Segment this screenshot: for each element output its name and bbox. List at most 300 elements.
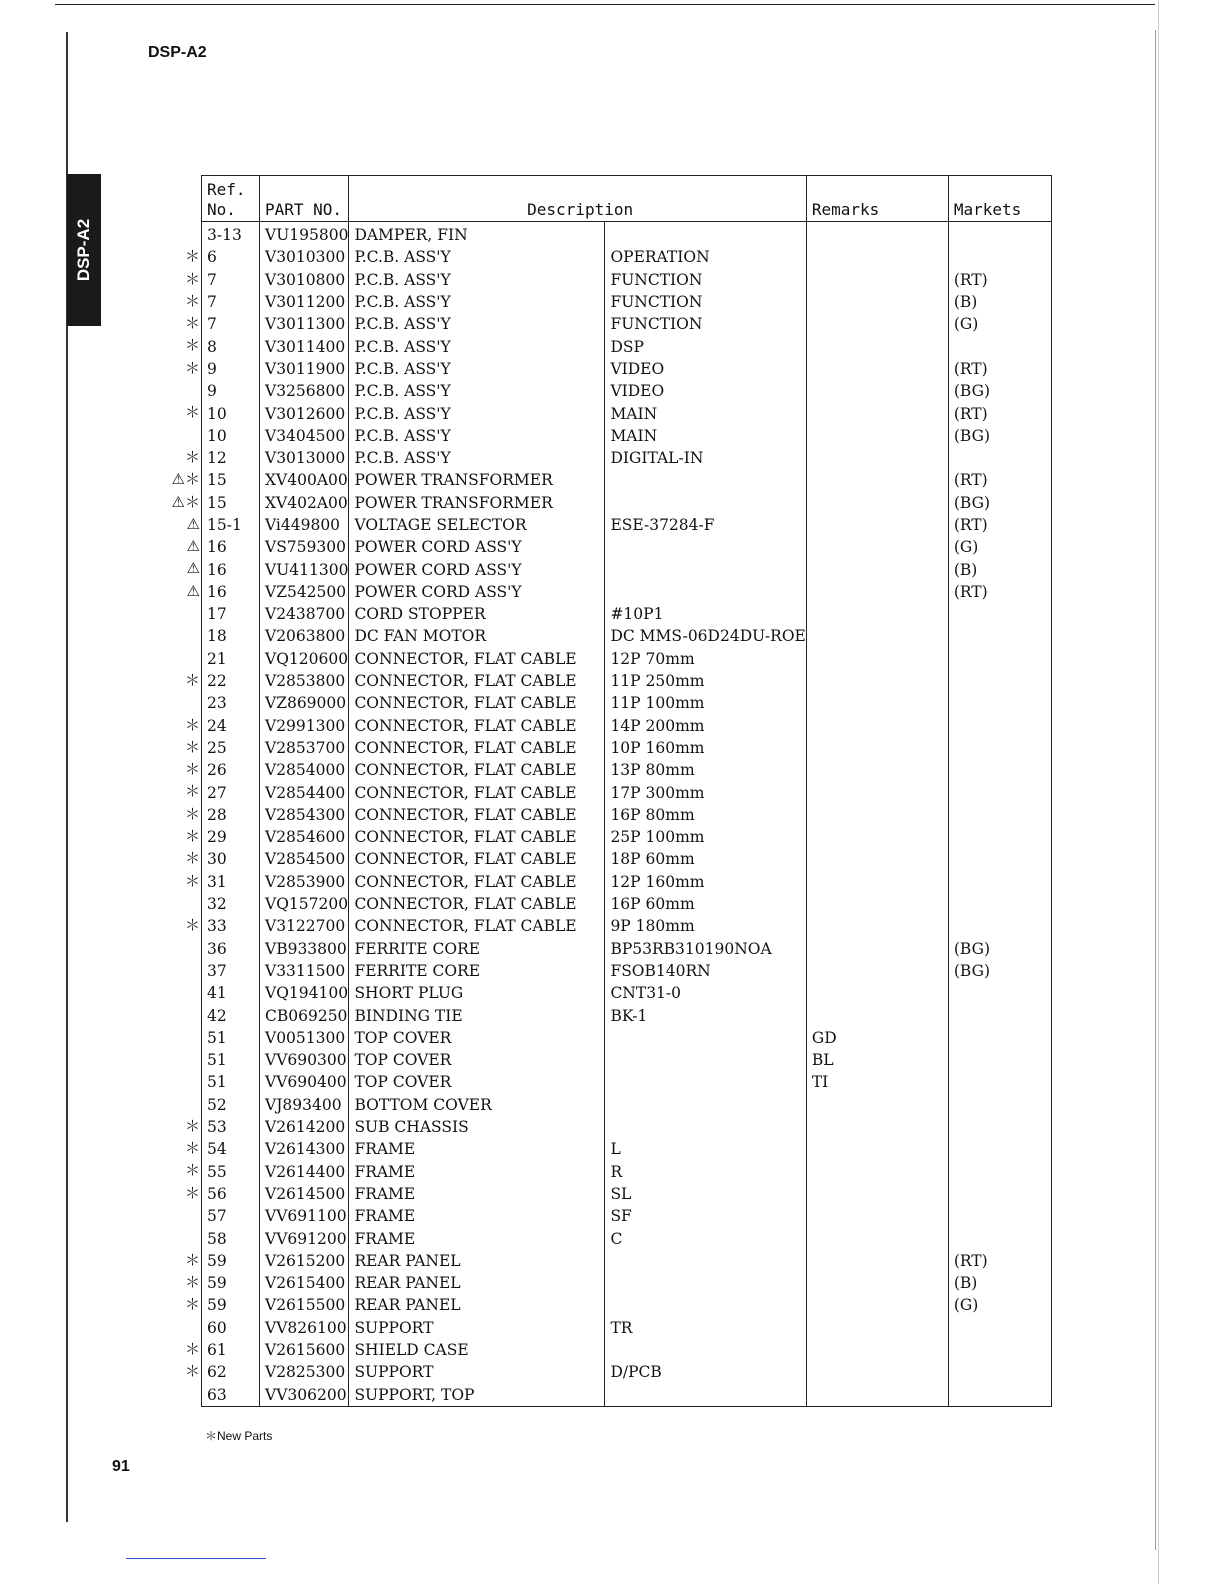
part-no-cell: V3011200 bbox=[260, 291, 349, 313]
markets-cell bbox=[948, 625, 1051, 647]
ref-no-cell: 21 bbox=[207, 649, 227, 668]
description-detail-cell bbox=[605, 1071, 806, 1093]
table-row bbox=[202, 269, 1052, 291]
row-mark: ＊ bbox=[184, 1339, 200, 1358]
table-row bbox=[202, 447, 1052, 469]
row-mark: ＊ bbox=[184, 269, 200, 288]
remarks-cell bbox=[806, 848, 948, 870]
header-remarks: Remarks bbox=[806, 176, 948, 222]
ref-no-cell: 51 bbox=[207, 1073, 227, 1092]
table-row bbox=[202, 581, 1052, 603]
part-no-cell: Vi449800 bbox=[260, 514, 349, 536]
row-mark bbox=[160, 1070, 200, 1092]
ref-no-cell: 15-1 bbox=[207, 516, 242, 534]
table-row bbox=[202, 625, 1052, 647]
right-margin-rule bbox=[1155, 30, 1156, 1550]
description-cell: POWER CORD ASS'Y bbox=[349, 558, 605, 580]
remarks-cell bbox=[806, 960, 948, 982]
part-no-cell: VV690400 bbox=[260, 1071, 349, 1093]
markets-cell bbox=[948, 982, 1051, 1004]
description-cell: P.C.B. ASS'Y bbox=[349, 246, 605, 268]
description-detail-cell bbox=[605, 1027, 806, 1049]
description-detail-cell: FSOB140RN bbox=[605, 960, 806, 982]
header-markets: Markets bbox=[948, 176, 1051, 222]
remarks-cell bbox=[806, 269, 948, 291]
ref-no-cell: 25 bbox=[207, 738, 227, 757]
table-row bbox=[202, 670, 1052, 692]
description-cell: BOTTOM COVER bbox=[349, 1094, 605, 1116]
remarks-cell bbox=[806, 1183, 948, 1205]
markets-cell bbox=[948, 1094, 1051, 1116]
markets-cell bbox=[948, 1383, 1051, 1406]
ref-no-cell: 29 bbox=[207, 828, 227, 847]
remarks-cell bbox=[806, 1361, 948, 1383]
table-row bbox=[202, 1138, 1052, 1160]
description-detail-cell bbox=[605, 536, 806, 558]
description-cell: CONNECTOR, FLAT CABLE bbox=[349, 648, 605, 670]
markets-cell: (BG) bbox=[948, 960, 1051, 982]
description-cell: CONNECTOR, FLAT CABLE bbox=[349, 692, 605, 714]
row-mark: ＊ bbox=[184, 314, 200, 333]
remarks-cell bbox=[806, 1383, 948, 1406]
description-detail-cell: 18P 60mm bbox=[605, 848, 806, 870]
ref-no-cell: 51 bbox=[207, 1051, 227, 1070]
remarks-cell bbox=[806, 1272, 948, 1294]
description-detail-cell: FUNCTION bbox=[605, 313, 806, 335]
ref-no-cell: 56 bbox=[207, 1184, 227, 1203]
description-cell: DC FAN MOTOR bbox=[349, 625, 605, 647]
part-no-cell: V2854500 bbox=[260, 848, 349, 870]
part-no-cell: V3011900 bbox=[260, 358, 349, 380]
part-no-cell: V3311500 bbox=[260, 960, 349, 982]
row-mark: ＊ bbox=[184, 715, 200, 734]
remarks-cell bbox=[806, 804, 948, 826]
row-mark: ⚠ bbox=[186, 537, 200, 556]
part-no-cell: V2991300 bbox=[260, 715, 349, 737]
markets-cell: (G) bbox=[948, 1294, 1051, 1316]
row-mark: ⚠＊ bbox=[171, 492, 200, 511]
remarks-cell bbox=[806, 781, 948, 803]
ref-no-cell: 18 bbox=[207, 627, 227, 646]
description-cell: POWER TRANSFORMER bbox=[349, 469, 605, 491]
ref-no-cell: 16 bbox=[207, 538, 227, 557]
markets-cell bbox=[948, 692, 1051, 714]
table-header-row bbox=[202, 176, 1052, 222]
markets-cell bbox=[948, 1004, 1051, 1026]
row-mark bbox=[160, 602, 200, 624]
markets-cell: (B) bbox=[948, 558, 1051, 580]
markets-cell bbox=[948, 1361, 1051, 1383]
table-row bbox=[202, 1004, 1052, 1026]
markets-cell bbox=[948, 804, 1051, 826]
description-cell: TOP COVER bbox=[349, 1027, 605, 1049]
ref-no-cell: 15 bbox=[207, 471, 227, 490]
description-cell: CONNECTOR, FLAT CABLE bbox=[349, 915, 605, 937]
table-row bbox=[202, 402, 1052, 424]
ref-no-cell: 16 bbox=[207, 560, 227, 579]
markets-cell: (RT) bbox=[948, 402, 1051, 424]
table-row bbox=[202, 1027, 1052, 1049]
part-no-cell: V2615500 bbox=[260, 1294, 349, 1316]
description-detail-cell: DC MMS-06D24DU-ROE bbox=[605, 625, 806, 647]
row-mark: ＊ bbox=[184, 291, 200, 310]
description-cell: REAR PANEL bbox=[349, 1272, 605, 1294]
description-cell: P.C.B. ASS'Y bbox=[349, 313, 605, 335]
ref-no-cell: 57 bbox=[207, 1207, 227, 1226]
part-no-cell: VJ893400 bbox=[260, 1094, 349, 1116]
markets-cell: (RT) bbox=[948, 1250, 1051, 1272]
description-cell: P.C.B. ASS'Y bbox=[349, 425, 605, 447]
row-mark: ＊ bbox=[184, 1362, 200, 1381]
ref-no-cell: 54 bbox=[207, 1140, 227, 1159]
description-detail-cell bbox=[605, 1383, 806, 1406]
remarks-cell: TI bbox=[806, 1071, 948, 1093]
description-detail-cell: 16P 60mm bbox=[605, 893, 806, 915]
part-no-cell: V3256800 bbox=[260, 380, 349, 402]
markets-cell bbox=[948, 915, 1051, 937]
table-row bbox=[202, 469, 1052, 491]
row-mark: ＊ bbox=[184, 827, 200, 846]
row-mark bbox=[160, 892, 200, 914]
remarks-cell bbox=[806, 826, 948, 848]
remarks-cell bbox=[806, 246, 948, 268]
remarks-cell bbox=[806, 1094, 948, 1116]
row-mark: ⚠＊ bbox=[171, 470, 200, 489]
table-row bbox=[202, 514, 1052, 536]
table-row bbox=[202, 222, 1052, 247]
ref-no-cell: 6 bbox=[207, 248, 217, 267]
part-no-cell: V3011300 bbox=[260, 313, 349, 335]
row-mark: ＊ bbox=[184, 1272, 200, 1291]
description-cell: CONNECTOR, FLAT CABLE bbox=[349, 759, 605, 781]
remarks-cell bbox=[806, 982, 948, 1004]
ref-no-cell: 59 bbox=[207, 1251, 227, 1270]
description-cell: CORD STOPPER bbox=[349, 603, 605, 625]
row-mark: ＊ bbox=[184, 871, 200, 890]
ref-no-cell: 7 bbox=[207, 315, 217, 334]
description-detail-cell: BP53RB310190NOA bbox=[605, 938, 806, 960]
part-no-cell: VQ157200 bbox=[260, 893, 349, 915]
row-mark bbox=[160, 1382, 200, 1404]
ref-no-cell: 22 bbox=[207, 672, 227, 691]
side-tab bbox=[67, 174, 101, 326]
markets-cell bbox=[948, 871, 1051, 893]
ref-no-cell: 10 bbox=[207, 426, 227, 445]
ref-no-cell: 24 bbox=[207, 716, 227, 735]
part-no-cell: V3012600 bbox=[260, 402, 349, 424]
row-mark: ＊ bbox=[184, 782, 200, 801]
description-detail-cell: C bbox=[605, 1227, 806, 1249]
description-detail-cell: 12P 70mm bbox=[605, 648, 806, 670]
remarks-cell bbox=[806, 871, 948, 893]
ref-no-cell: 7 bbox=[207, 270, 217, 289]
remarks-cell bbox=[806, 402, 948, 424]
description-detail-cell: 12P 160mm bbox=[605, 871, 806, 893]
description-detail-cell bbox=[605, 1094, 806, 1116]
remarks-cell bbox=[806, 222, 948, 247]
ref-no-cell: 33 bbox=[207, 917, 227, 936]
bottom-link-rule bbox=[126, 1558, 266, 1559]
table-row bbox=[202, 938, 1052, 960]
table-row bbox=[202, 1094, 1052, 1116]
ref-no-cell: 51 bbox=[207, 1028, 227, 1047]
table-row bbox=[202, 781, 1052, 803]
table-row bbox=[202, 1205, 1052, 1227]
ref-no-cell: 62 bbox=[207, 1363, 227, 1382]
ref-no-cell: 8 bbox=[207, 337, 217, 356]
part-no-cell: V3404500 bbox=[260, 425, 349, 447]
description-cell: FRAME bbox=[349, 1227, 605, 1249]
part-no-cell: V2438700 bbox=[260, 603, 349, 625]
part-no-cell: V2853900 bbox=[260, 871, 349, 893]
ref-no-cell: 26 bbox=[207, 761, 227, 780]
description-detail-cell: FUNCTION bbox=[605, 291, 806, 313]
row-mark bbox=[160, 223, 200, 245]
table-row bbox=[202, 1183, 1052, 1205]
remarks-cell bbox=[806, 581, 948, 603]
part-no-cell: V2614500 bbox=[260, 1183, 349, 1205]
description-cell: CONNECTOR, FLAT CABLE bbox=[349, 893, 605, 915]
description-detail-cell: 11P 250mm bbox=[605, 670, 806, 692]
description-cell: P.C.B. ASS'Y bbox=[349, 269, 605, 291]
remarks-cell bbox=[806, 648, 948, 670]
remarks-cell bbox=[806, 759, 948, 781]
table-row bbox=[202, 291, 1052, 313]
ref-no-cell: 61 bbox=[207, 1340, 227, 1359]
markets-cell bbox=[948, 893, 1051, 915]
row-mark bbox=[160, 1093, 200, 1115]
description-cell: FRAME bbox=[349, 1160, 605, 1182]
remarks-cell bbox=[806, 492, 948, 514]
description-detail-cell: OPERATION bbox=[605, 246, 806, 268]
markets-cell bbox=[948, 447, 1051, 469]
remarks-cell bbox=[806, 893, 948, 915]
description-detail-cell: VIDEO bbox=[605, 358, 806, 380]
markets-cell: (RT) bbox=[948, 581, 1051, 603]
description-detail-cell: 13P 80mm bbox=[605, 759, 806, 781]
model-header: DSP-A2 bbox=[148, 44, 207, 61]
ref-no-cell: 55 bbox=[207, 1162, 227, 1181]
description-detail-cell: TR bbox=[605, 1317, 806, 1339]
description-cell: CONNECTOR, FLAT CABLE bbox=[349, 670, 605, 692]
row-mark: ＊ bbox=[184, 760, 200, 779]
description-cell: P.C.B. ASS'Y bbox=[349, 447, 605, 469]
description-cell: FRAME bbox=[349, 1138, 605, 1160]
description-cell: FRAME bbox=[349, 1183, 605, 1205]
description-cell: SUPPORT, TOP bbox=[349, 1383, 605, 1406]
description-detail-cell: R bbox=[605, 1160, 806, 1182]
row-mark: ＊ bbox=[184, 804, 200, 823]
ref-no-cell: 36 bbox=[207, 939, 227, 958]
remarks-cell bbox=[806, 536, 948, 558]
row-mark bbox=[160, 624, 200, 646]
table-row bbox=[202, 1361, 1052, 1383]
table-row bbox=[202, 648, 1052, 670]
markets-cell: (BG) bbox=[948, 380, 1051, 402]
description-detail-cell: CNT31-0 bbox=[605, 982, 806, 1004]
ref-no-cell: 10 bbox=[207, 404, 227, 423]
markets-cell bbox=[948, 826, 1051, 848]
remarks-cell bbox=[806, 469, 948, 491]
markets-cell bbox=[948, 848, 1051, 870]
row-mark: ＊ bbox=[184, 336, 200, 355]
part-no-cell: V0051300 bbox=[260, 1027, 349, 1049]
row-mark bbox=[160, 691, 200, 713]
markets-cell bbox=[948, 1116, 1051, 1138]
description-cell: CONNECTOR, FLAT CABLE bbox=[349, 715, 605, 737]
description-detail-cell: SL bbox=[605, 1183, 806, 1205]
row-mark bbox=[160, 1003, 200, 1025]
markets-cell bbox=[948, 1138, 1051, 1160]
part-no-cell: VU195800 bbox=[260, 222, 349, 247]
remarks-cell bbox=[806, 603, 948, 625]
part-no-cell: VV826100 bbox=[260, 1317, 349, 1339]
description-detail-cell: MAIN bbox=[605, 402, 806, 424]
table-row bbox=[202, 380, 1052, 402]
row-mark bbox=[160, 424, 200, 446]
table-row bbox=[202, 1272, 1052, 1294]
description-cell: CONNECTOR, FLAT CABLE bbox=[349, 781, 605, 803]
description-detail-cell: 25P 100mm bbox=[605, 826, 806, 848]
table-row bbox=[202, 1339, 1052, 1361]
table-row bbox=[202, 358, 1052, 380]
part-no-cell: V2615400 bbox=[260, 1272, 349, 1294]
markets-cell: (RT) bbox=[948, 514, 1051, 536]
part-no-cell: VV691100 bbox=[260, 1205, 349, 1227]
ref-no-cell: 30 bbox=[207, 850, 227, 869]
part-no-cell: V2854300 bbox=[260, 804, 349, 826]
description-detail-cell bbox=[605, 469, 806, 491]
markets-cell bbox=[948, 1183, 1051, 1205]
ref-no-cell: 59 bbox=[207, 1274, 227, 1293]
remarks-cell bbox=[806, 291, 948, 313]
row-mark bbox=[160, 1226, 200, 1248]
ref-no-cell: 27 bbox=[207, 783, 227, 802]
markets-cell bbox=[948, 335, 1051, 357]
part-no-cell: V3010800 bbox=[260, 269, 349, 291]
row-mark: ＊ bbox=[184, 403, 200, 422]
markets-cell bbox=[948, 246, 1051, 268]
part-no-cell: V3011400 bbox=[260, 335, 349, 357]
ref-no-cell: 16 bbox=[207, 582, 227, 601]
description-detail-cell: 17P 300mm bbox=[605, 781, 806, 803]
description-detail-cell bbox=[605, 1294, 806, 1316]
ref-no-cell: 7 bbox=[207, 293, 217, 312]
ref-no-cell: 60 bbox=[207, 1318, 227, 1337]
row-mark: ⚠ bbox=[186, 514, 200, 533]
right-edge-rule bbox=[1158, 0, 1159, 1584]
remarks-cell bbox=[806, 335, 948, 357]
part-no-cell: VV691200 bbox=[260, 1227, 349, 1249]
table-row bbox=[202, 536, 1052, 558]
table-row bbox=[202, 1049, 1052, 1071]
ref-no-cell: 15 bbox=[207, 493, 227, 512]
remarks-cell bbox=[806, 1294, 948, 1316]
row-mark: ＊ bbox=[184, 670, 200, 689]
table-row bbox=[202, 1116, 1052, 1138]
table-row bbox=[202, 1160, 1052, 1182]
footnote-new-parts: ＊New Parts bbox=[205, 1429, 273, 1443]
table-row bbox=[202, 1383, 1052, 1406]
row-mark: ＊ bbox=[184, 1161, 200, 1180]
description-cell: POWER CORD ASS'Y bbox=[349, 581, 605, 603]
remarks-cell bbox=[806, 558, 948, 580]
markets-cell bbox=[948, 1049, 1051, 1071]
markets-cell bbox=[948, 1227, 1051, 1249]
part-no-cell: V2614300 bbox=[260, 1138, 349, 1160]
ref-no-cell: 3-13 bbox=[207, 226, 242, 245]
markets-cell bbox=[948, 759, 1051, 781]
description-detail-cell bbox=[605, 1049, 806, 1071]
row-mark bbox=[160, 959, 200, 981]
ref-no-cell: 58 bbox=[207, 1229, 227, 1248]
table-row bbox=[202, 915, 1052, 937]
table-row bbox=[202, 982, 1052, 1004]
remarks-cell bbox=[806, 447, 948, 469]
table-row bbox=[202, 1250, 1052, 1272]
description-detail-cell bbox=[605, 1339, 806, 1361]
part-no-cell: VQ120600 bbox=[260, 648, 349, 670]
remarks-cell bbox=[806, 692, 948, 714]
markets-cell bbox=[948, 603, 1051, 625]
remarks-cell: BL bbox=[806, 1049, 948, 1071]
ref-no-cell: 23 bbox=[207, 694, 227, 713]
description-detail-cell bbox=[605, 558, 806, 580]
row-mark bbox=[160, 647, 200, 669]
remarks-cell bbox=[806, 1227, 948, 1249]
description-cell: CONNECTOR, FLAT CABLE bbox=[349, 871, 605, 893]
page-number: 91 bbox=[112, 1458, 130, 1475]
remarks-cell bbox=[806, 938, 948, 960]
description-detail-cell: FUNCTION bbox=[605, 269, 806, 291]
part-no-cell: V3010300 bbox=[260, 246, 349, 268]
part-no-cell: V2615200 bbox=[260, 1250, 349, 1272]
side-tab-label: DSP-A2 bbox=[74, 218, 93, 282]
description-cell: TOP COVER bbox=[349, 1049, 605, 1071]
part-no-cell: XV402A00 bbox=[260, 492, 349, 514]
part-no-cell: V3122700 bbox=[260, 915, 349, 937]
remarks-cell bbox=[806, 715, 948, 737]
description-detail-cell bbox=[605, 492, 806, 514]
row-mark: ＊ bbox=[184, 447, 200, 466]
part-no-cell: VQ194100 bbox=[260, 982, 349, 1004]
part-no-cell: VZ869000 bbox=[260, 692, 349, 714]
markets-cell: (RT) bbox=[948, 269, 1051, 291]
markets-cell bbox=[948, 781, 1051, 803]
part-no-cell: V2854400 bbox=[260, 781, 349, 803]
part-no-cell: V2614200 bbox=[260, 1116, 349, 1138]
ref-no-cell: 37 bbox=[207, 961, 227, 980]
description-cell: REAR PANEL bbox=[349, 1294, 605, 1316]
row-mark: ⚠ bbox=[186, 559, 200, 578]
description-cell: FERRITE CORE bbox=[349, 938, 605, 960]
markets-cell bbox=[948, 1339, 1051, 1361]
row-mark: ⚠ bbox=[186, 581, 200, 600]
part-no-cell: VV690300 bbox=[260, 1049, 349, 1071]
remarks-cell bbox=[806, 1250, 948, 1272]
row-mark bbox=[160, 1026, 200, 1048]
ref-no-cell: 9 bbox=[207, 359, 217, 378]
row-mark bbox=[160, 1316, 200, 1338]
description-detail-cell bbox=[605, 1250, 806, 1272]
description-cell: CONNECTOR, FLAT CABLE bbox=[349, 848, 605, 870]
remarks-cell bbox=[806, 358, 948, 380]
row-mark: ＊ bbox=[184, 916, 200, 935]
part-no-cell: XV400A00 bbox=[260, 469, 349, 491]
description-detail-cell: 16P 80mm bbox=[605, 804, 806, 826]
remarks-cell bbox=[806, 313, 948, 335]
remarks-cell bbox=[806, 1205, 948, 1227]
